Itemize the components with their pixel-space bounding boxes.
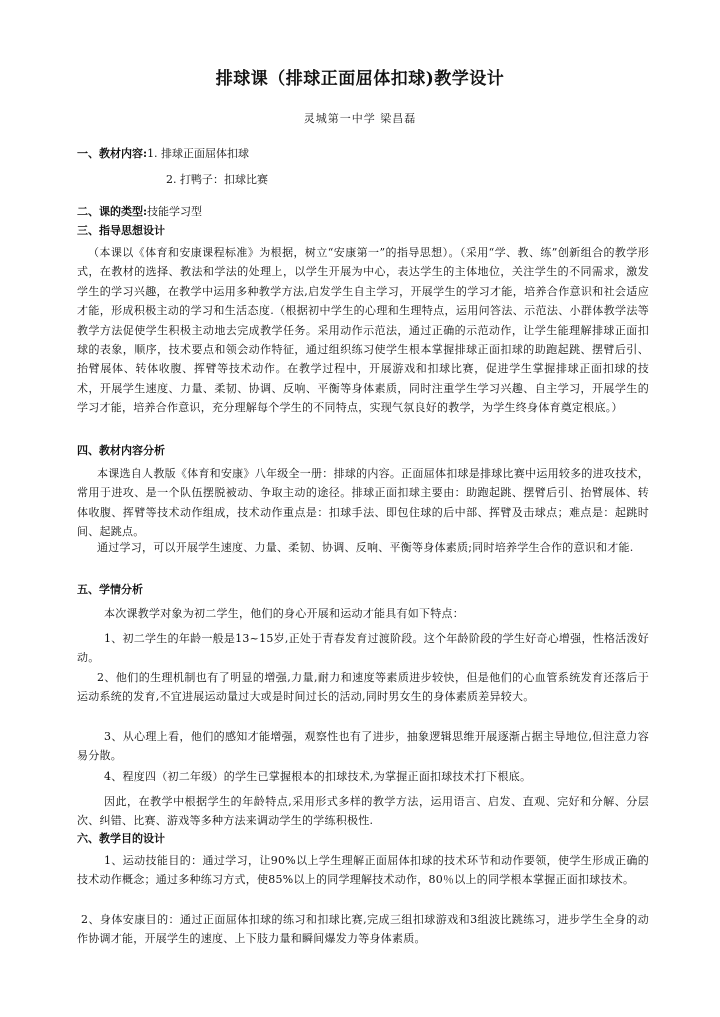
section-2-value: 技能学习型 [147, 205, 203, 218]
section-2-line [77, 205, 202, 219]
section-1-item-1: 1. 排球正面屈体扣球 [147, 147, 250, 160]
section-5-point-4: 4、程度四（初二年级）的学生已掌握根本的扣球技术,为掌握正面扣球技术打下根底。 [104, 770, 532, 783]
document-author: 灵城第一中学 梁昌磊 [303, 112, 417, 125]
section-4-paragraph-2: 通过学习，可以开展学生速度、力量、柔韧、协调、反响、平衡等身体素质;同时培养学生合作的意识和才能. [97, 541, 634, 554]
document-title: 排球课（排球正面屈体扣球)教学设计 [215, 69, 505, 89]
section-4-paragraph-1: 本课选自人教版《体育和安康》八年级全一册：排球的内容。正面屈体扣球是排球比赛中运用较多的进攻技术，常用于进攻、是一个队伍摆脱被动、争取主动的途径。排球正面扣球主要由：助跑起跳、摆臂后引、抬臂展体、转体收腹、挥臂等技术动作组成，技术动作重点是：扣球手法、即包住球的后中部、挥臂及击球点；难点是：起跳时间、起跳点。 [77, 467, 649, 539]
section-1-line [77, 147, 249, 161]
section-5-heading: 五、学情分析 [77, 583, 143, 596]
section-3-paragraph: （本课以《体育和安康课程标准》为根据，树立“安康第一”的指导思想）。（采用“学、教、练”创新组合的教学形式，在教材的选择、教法和学法的处理上，以学生开展为中心，表达学生的主体地位，关注学生的不同需求，激发学生的学习兴趣，在教学中运用多种教学方法,启发学生自主学习，开展学生的学习才能，培养合作意识和社会适应才能，形成积极主动的学习和生活态度.（根据初中学生的心理和生理特点，运用问答法、示范法、小群体教学法等教学方法促使学生积极主动地去完成教学任务。采用动作示范法，通过正确的示范动作，让学生能理解排球正面扣球的表象，顺序，技术要点和领会动作特征，通过组织练习使学生根本掌握排球正面扣球的助跑起跳、摆臂后引、抬臂展体、转体收腹、挥臂等技术动作。在教学过程中，开展游戏和扣球比赛，促进学生掌握排球正面扣球的技术，开展学生速度、力量、柔韧、协调、反响、平衡等身体素质，同时注重学生学习兴趣、自主学习，开展学生的学习才能，培养合作意识，充分理解每个学生的不同特点，实现气氛良好的教学，为学生终身体育奠定根底。） [77, 246, 649, 415]
section-1-item-2: 2. 打鸭子：扣球比赛 [166, 173, 268, 186]
section-6-goal-1: 1、运动技能目的：通过学习，让90%以上学生理解正面屈体扣球的技术环节和动作要领，使学生形成正确的技术动作概念；通过多种练习方式，使85%以上的同学理解技术动作，80％以上的同学根本掌握正面扣球技术。 [77, 854, 649, 887]
section-6-heading: 六、教学目的设计 [77, 832, 165, 845]
section-1-heading: 一、教材内容: [77, 147, 148, 160]
section-5-intro: 本次课教学对象为初二学生，他们的身心开展和运动才能具有如下特点： [104, 607, 464, 620]
section-3-heading: 三、指导思想设计 [77, 224, 165, 237]
section-5-conclusion: 因此，在教学中根据学生的年龄特点,采用形式多样的教学方法，运用语言、启发、直观、完好和分解、分层次、纠错、比赛、游戏等多种方法来调动学生的学练积极性. [77, 795, 649, 828]
section-5-point-1: 1、初二学生的年龄一般是13~15岁,正处于青春发育过渡阶段。这个年龄阶段的学生好奇心增强，性格活泼好动。 [77, 632, 649, 665]
section-5-point-2: 2、他们的生理机制也有了明显的增强,力量,耐力和速度等素质进步较快，但是他们的心血管系统发育还落后于运动系统的发育,不宜进展运动量过大或是时间过长的活动,同时男女生的身体素质差异较大。 [77, 671, 649, 704]
section-2-heading: 二、课的类型: [77, 205, 148, 218]
section-5-point-3: 3、从心理上看，他们的感知才能增强，观察性也有了进步，抽象逻辑思维开展逐渐占据主导地位,但注意力容易分散。 [77, 730, 649, 763]
section-4-heading: 四、教材内容分析 [77, 444, 165, 457]
section-6-goal-2: 2、身体安康目的：通过正面屈体扣球的练习和扣球比赛,完成三组扣球游戏和3组波比跳练习，进步学生全身的动作协调才能，开展学生的速度、上下肢力量和瞬间爆发力等身体素质。 [77, 913, 649, 946]
